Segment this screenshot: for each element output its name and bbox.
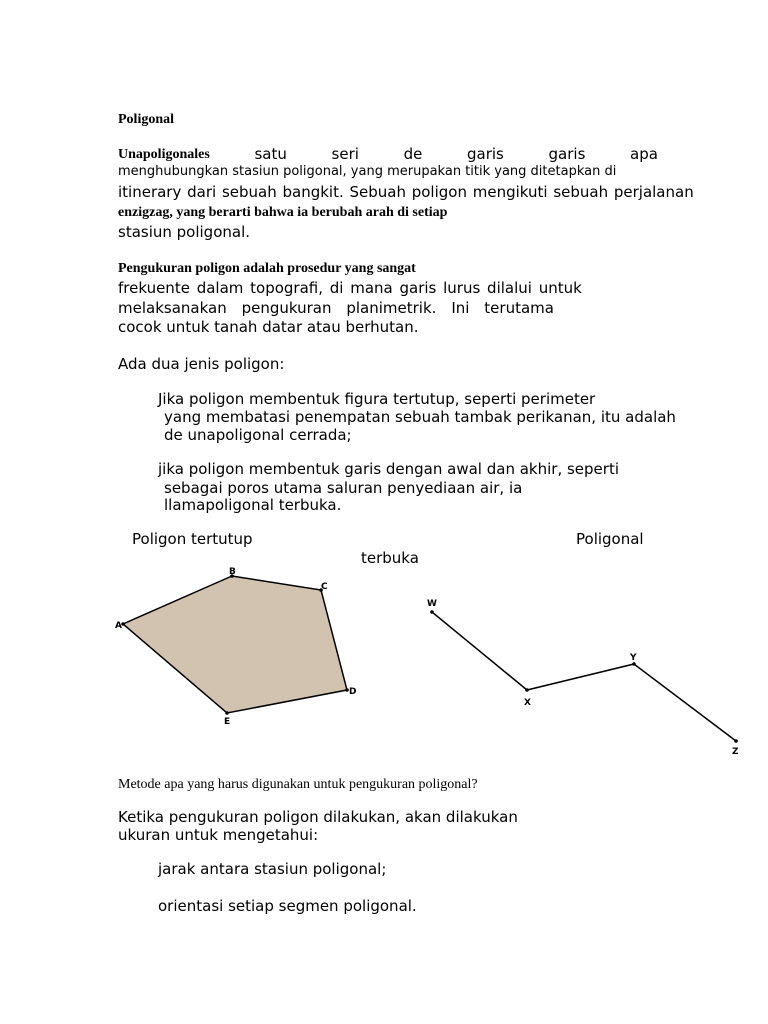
closed-polygon-shape (123, 576, 347, 713)
intro-line-4: enzigzag, yang berarti bahwa ia berubah arah di setiap (118, 205, 448, 220)
page-title: Poligonal (118, 112, 175, 127)
answer-line-1: Ketika pengukuran poligon dilakukan, akan dilakukan (118, 808, 518, 826)
measurement-line-4: cocok untuk tanah datar atau berhutan. (118, 318, 419, 336)
bullet-item-1-line-2: yang membatasi penempatan sebuah tambak perikanan, itu adalah (164, 408, 676, 426)
bullet-text: Jika poligon membentuk figura tertutup, seperti perimeter (158, 390, 596, 408)
measurement-word: planimetrik. (346, 299, 437, 317)
intro-line-2: menghubungkan stasiun poligonal, yang merupakan titik yang ditetapkan di (118, 164, 617, 179)
station-z-point (734, 739, 738, 743)
intro-word: apa (630, 145, 658, 163)
station-w-label: W (427, 599, 437, 609)
measurement-line-3 (118, 299, 554, 318)
station-a-label: A (115, 621, 122, 631)
bullet-item-1 (142, 390, 595, 409)
intro-line-5: stasiun poligonal. (118, 223, 251, 241)
measurement-line-2: frekuente dalam topografi, di mana garis lurus dilalui untuk (118, 279, 582, 297)
station-x-label: X (524, 698, 531, 708)
measurement-line-1: Pengukuran poligon adalah prosedur yang sangat (118, 261, 416, 276)
station-x-point (525, 688, 529, 692)
answer-line-2: ukuran untuk mengetahui: (118, 826, 319, 844)
station-e-point (225, 711, 229, 715)
intro-word: seri (331, 145, 359, 163)
open-polygon (427, 599, 739, 757)
answer-bullet-item-1 (142, 860, 386, 879)
bullet-item-2 (142, 460, 619, 479)
intro-word: satu (254, 145, 287, 163)
intro-word: garis (466, 145, 504, 163)
intro-word: de (403, 145, 423, 163)
bullet-text: jarak antara stasiun poligonal; (158, 860, 387, 878)
closed-polygon (115, 567, 356, 727)
bullet-item-1-line-3: de unapoligonal cerrada; (164, 426, 352, 444)
intro-line-3: itinerary dari sebuah bangkit. Sebuah poligon mengikuti sebuah perjalanan (118, 183, 694, 201)
open-polygon-line (432, 612, 736, 741)
measurement-word: pengukuran (241, 299, 332, 317)
station-w-point (430, 610, 434, 614)
station-e-label: E (224, 717, 231, 727)
answer-bullet-item-2 (142, 897, 417, 916)
question-text: Metode apa yang harus digunakan untuk pengukuran poligonal? (118, 777, 478, 792)
bullet-text: orientasi setiap segmen poligonal. (158, 897, 417, 915)
intro-word: Unapoligonales (118, 147, 210, 162)
bullet-text: jika poligon membentuk garis dengan awal dan akhir, seperti (158, 460, 619, 478)
station-y-label: Y (630, 653, 637, 663)
types-intro: Ada dua jenis poligon: (118, 355, 285, 373)
station-c-label: C (321, 582, 328, 592)
open-polygon-caption-line-2: terbuka (361, 549, 419, 567)
intro-word: garis (548, 145, 586, 163)
station-b-label: B (229, 567, 236, 577)
measurement-word: terutama (484, 299, 554, 317)
station-z-label: Z (732, 747, 739, 757)
station-d-label: D (349, 687, 357, 697)
measurement-word: Ini (451, 299, 470, 317)
bullet-item-2-line-2: sebagai poros utama saluran penyediaan air, ia (164, 479, 523, 497)
closed-polygon-caption: Poligon tertutup (132, 530, 253, 548)
intro-paragraph (118, 145, 658, 164)
polygon-figure (0, 560, 768, 760)
bullet-item-2-line-3: llamapoligonal terbuka. (164, 496, 342, 514)
measurement-word: melaksanakan (118, 299, 227, 317)
open-polygon-caption-line-1: Poligonal (576, 530, 644, 548)
intro-line-1 (118, 145, 658, 164)
